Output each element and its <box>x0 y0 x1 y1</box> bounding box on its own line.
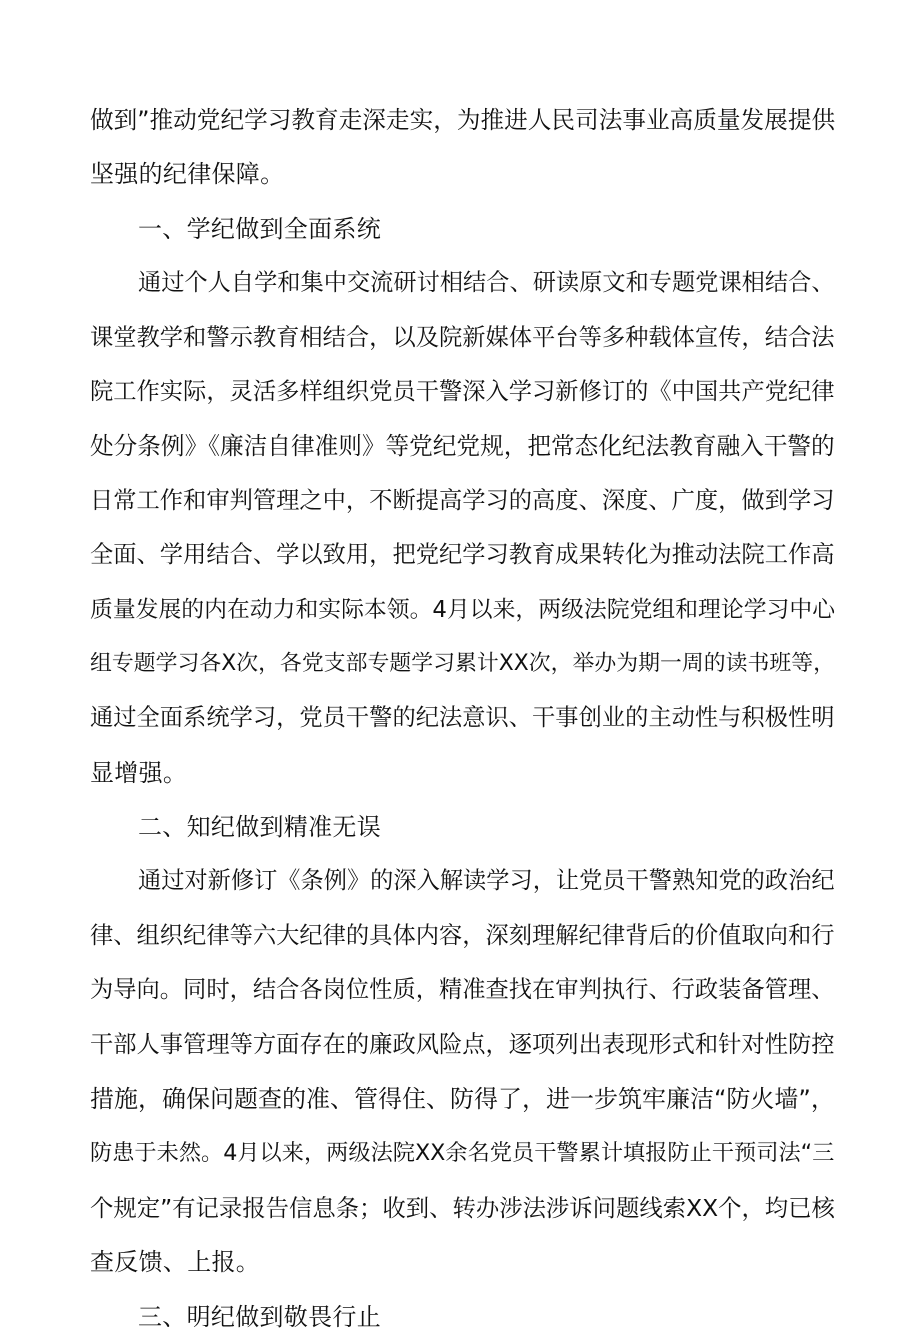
text-line: 做到”推动党纪学习教育走深走实，为推进人民司法事业高质量发展提供 <box>90 106 836 134</box>
text-line: 通过全面系统学习，党员干警的纪法意识、干事创业的主动性与积极性明 <box>90 704 835 732</box>
text-line: 日常工作和审判管理之中，不断提高学习的高度、深度、广度，做到学习 <box>90 486 835 514</box>
text-line: 措施，确保问题查的准、管得住、防得了，进一步筑牢廉洁“防火墙”， <box>90 1085 835 1114</box>
text-line: 显增强。 <box>90 758 188 787</box>
text-line: 通过对新修订《条例》的深入解读学习，让党员干警熟知党的政治纪 <box>138 867 835 895</box>
text-line: 一、学纪做到全面系统 <box>138 214 381 243</box>
text-line: 二、知纪做到精准无误 <box>138 813 381 842</box>
document-body <box>90 93 835 1344</box>
text-line: 查反馈、上报。 <box>90 1248 261 1277</box>
text-line: 为导向。同时，结合各岗位性质，精准查找在审判执行、行政装备管理、 <box>90 976 835 1004</box>
text-line: 组专题学习各X次，各党支部专题学习累计XX次，举办为期一周的读书班等， <box>90 650 835 676</box>
text-line: 防患于未然。4月以来，两级法院XX余名党员干警累计填报防止干预司法“三 <box>90 1140 835 1167</box>
text-line: 个规定”有记录报告信息条；收到、转办涉法涉诉问题线索XX个，均已核 <box>90 1193 835 1222</box>
text-line: 质量发展的内在动力和实际本领。4月以来，两级法院党组和理论学习中心 <box>90 596 836 623</box>
text-line: 处分条例》《廉洁自律准则》等党纪党规，把常态化纪法教育融入干警的 <box>90 432 835 461</box>
text-line: 通过个人自学和集中交流研讨相结合、研读原文和专题党课相结合、 <box>138 269 835 297</box>
text-line: 坚强的纪律保障。 <box>90 160 285 189</box>
text-line: 全面、学用结合、学以致用，把党纪学习教育成果转化为推动法院工作高 <box>90 541 835 569</box>
text-line: 干部人事管理等方面存在的廉政风险点，逐项列出表现形式和针对性防控 <box>90 1030 835 1058</box>
text-line: 院工作实际，灵活多样组织党员干警深入学习新修订的《中国共产党纪律 <box>90 377 835 405</box>
text-line: 律、组织纪律等六大纪律的具体内容，深刻理解纪律背后的价值取向和行 <box>90 921 835 949</box>
text-line: 课堂教学和警示教育相结合，以及院新媒体平台等多种载体宣传，结合法 <box>90 323 835 351</box>
text-line: 三、明纪做到敬畏行止 <box>138 1302 381 1331</box>
